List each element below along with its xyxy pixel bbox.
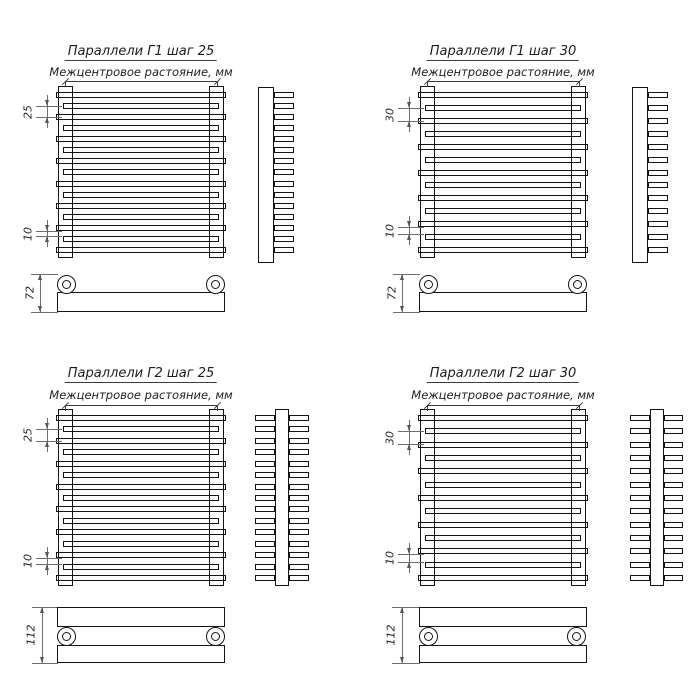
dim-collector-height-label: 72 [385, 286, 399, 300]
side-view-bar-tab [630, 455, 650, 461]
front-view-bar [425, 562, 581, 568]
front-view-bar [418, 442, 588, 448]
front-view-bar [418, 522, 588, 528]
dim-gap-label: 10 [383, 551, 397, 565]
dim-collector-height-label: 112 [24, 624, 38, 646]
front-view-bar [418, 548, 588, 554]
dim-step-label: 30 [383, 430, 397, 445]
front-view-bar [425, 535, 581, 541]
drawing-title: Параллели Г2 шаг 30 [427, 366, 579, 383]
side-view-bar-tab [630, 468, 650, 474]
side-view-bar-tab [630, 508, 650, 514]
side-view-bar-tab [630, 428, 650, 434]
center-distance-label: Межцентровое растояние, мм [411, 388, 595, 402]
side-view-bar-tab [630, 495, 650, 501]
dimension-arrow [407, 548, 411, 554]
front-view-bar [418, 415, 588, 421]
dim-gap-label: 10 [21, 554, 35, 568]
dimension-arrow [400, 657, 404, 663]
pipe-connection-bore [572, 632, 581, 641]
extension-line [392, 663, 420, 664]
front-view-bar [418, 495, 588, 501]
collector-body [419, 607, 587, 627]
side-view-bar-tab [664, 428, 683, 434]
center-distance-label: Межцентровое растояние, мм [411, 65, 595, 79]
front-view-bar [425, 455, 581, 461]
side-view-bar-tab [664, 415, 683, 421]
side-view-bar-tab [630, 482, 650, 488]
side-view-bar-tab [630, 442, 650, 448]
center-distance-label: Межцентровое растояние, мм [49, 388, 233, 402]
dim-gap-label: 10 [383, 223, 397, 238]
side-view-bar-tab [664, 468, 683, 474]
side-view-rail [650, 409, 664, 586]
side-view-bar-tab [664, 562, 683, 568]
drawing-title: Параллели Г1 шаг 30 [427, 44, 579, 61]
dimension-arrow [407, 562, 411, 568]
extension-line [398, 431, 424, 432]
dimension-arrow [400, 607, 404, 613]
side-view-bar-tab [630, 522, 650, 528]
drawing-title: Параллели Г1 шаг 25 [65, 44, 217, 61]
front-view-bar [418, 575, 588, 581]
front-view-bar [425, 428, 581, 434]
side-view-bar-tab [664, 522, 683, 528]
extension-line [398, 554, 424, 555]
side-view-bar-tab [630, 562, 650, 568]
side-view-bar-tab [664, 575, 683, 581]
extension-line [398, 562, 424, 563]
front-view-bar [418, 468, 588, 474]
center-distance-label: Межцентровое растояние, мм [49, 65, 233, 79]
pipe-connection-bore [424, 632, 433, 641]
side-view-bar-tab [630, 415, 650, 421]
dim-step-label: 25 [21, 104, 35, 119]
dim-gap-label: 10 [21, 226, 35, 241]
extension-line [398, 444, 424, 445]
collector-body [419, 645, 587, 663]
dim-step-label: 25 [21, 428, 35, 442]
dimension-line [427, 405, 579, 406]
dimension-arrow [407, 444, 411, 450]
side-view-bar-tab [664, 482, 683, 488]
dim-step-label: 30 [383, 107, 397, 122]
side-view-bar-tab [664, 495, 683, 501]
side-view-bar-tab [664, 455, 683, 461]
side-view-bar-tab [630, 535, 650, 541]
side-view-bar-tab [664, 548, 683, 554]
front-view-bar [425, 482, 581, 488]
side-view-bar-tab [630, 548, 650, 554]
extension-line [392, 607, 420, 608]
dim-collector-height-label: 112 [384, 624, 398, 646]
dim-collector-height-label: 72 [23, 286, 37, 300]
side-view-bar-tab [664, 535, 683, 541]
dimension-arrow [407, 425, 411, 431]
side-view-bar-tab [664, 508, 683, 514]
front-view-bar [425, 508, 581, 514]
drawing-title: Параллели Г2 шаг 25 [65, 366, 217, 383]
side-view-bar-tab [630, 575, 650, 581]
dimension-line [402, 607, 403, 663]
side-view-bar-tab [664, 442, 683, 448]
